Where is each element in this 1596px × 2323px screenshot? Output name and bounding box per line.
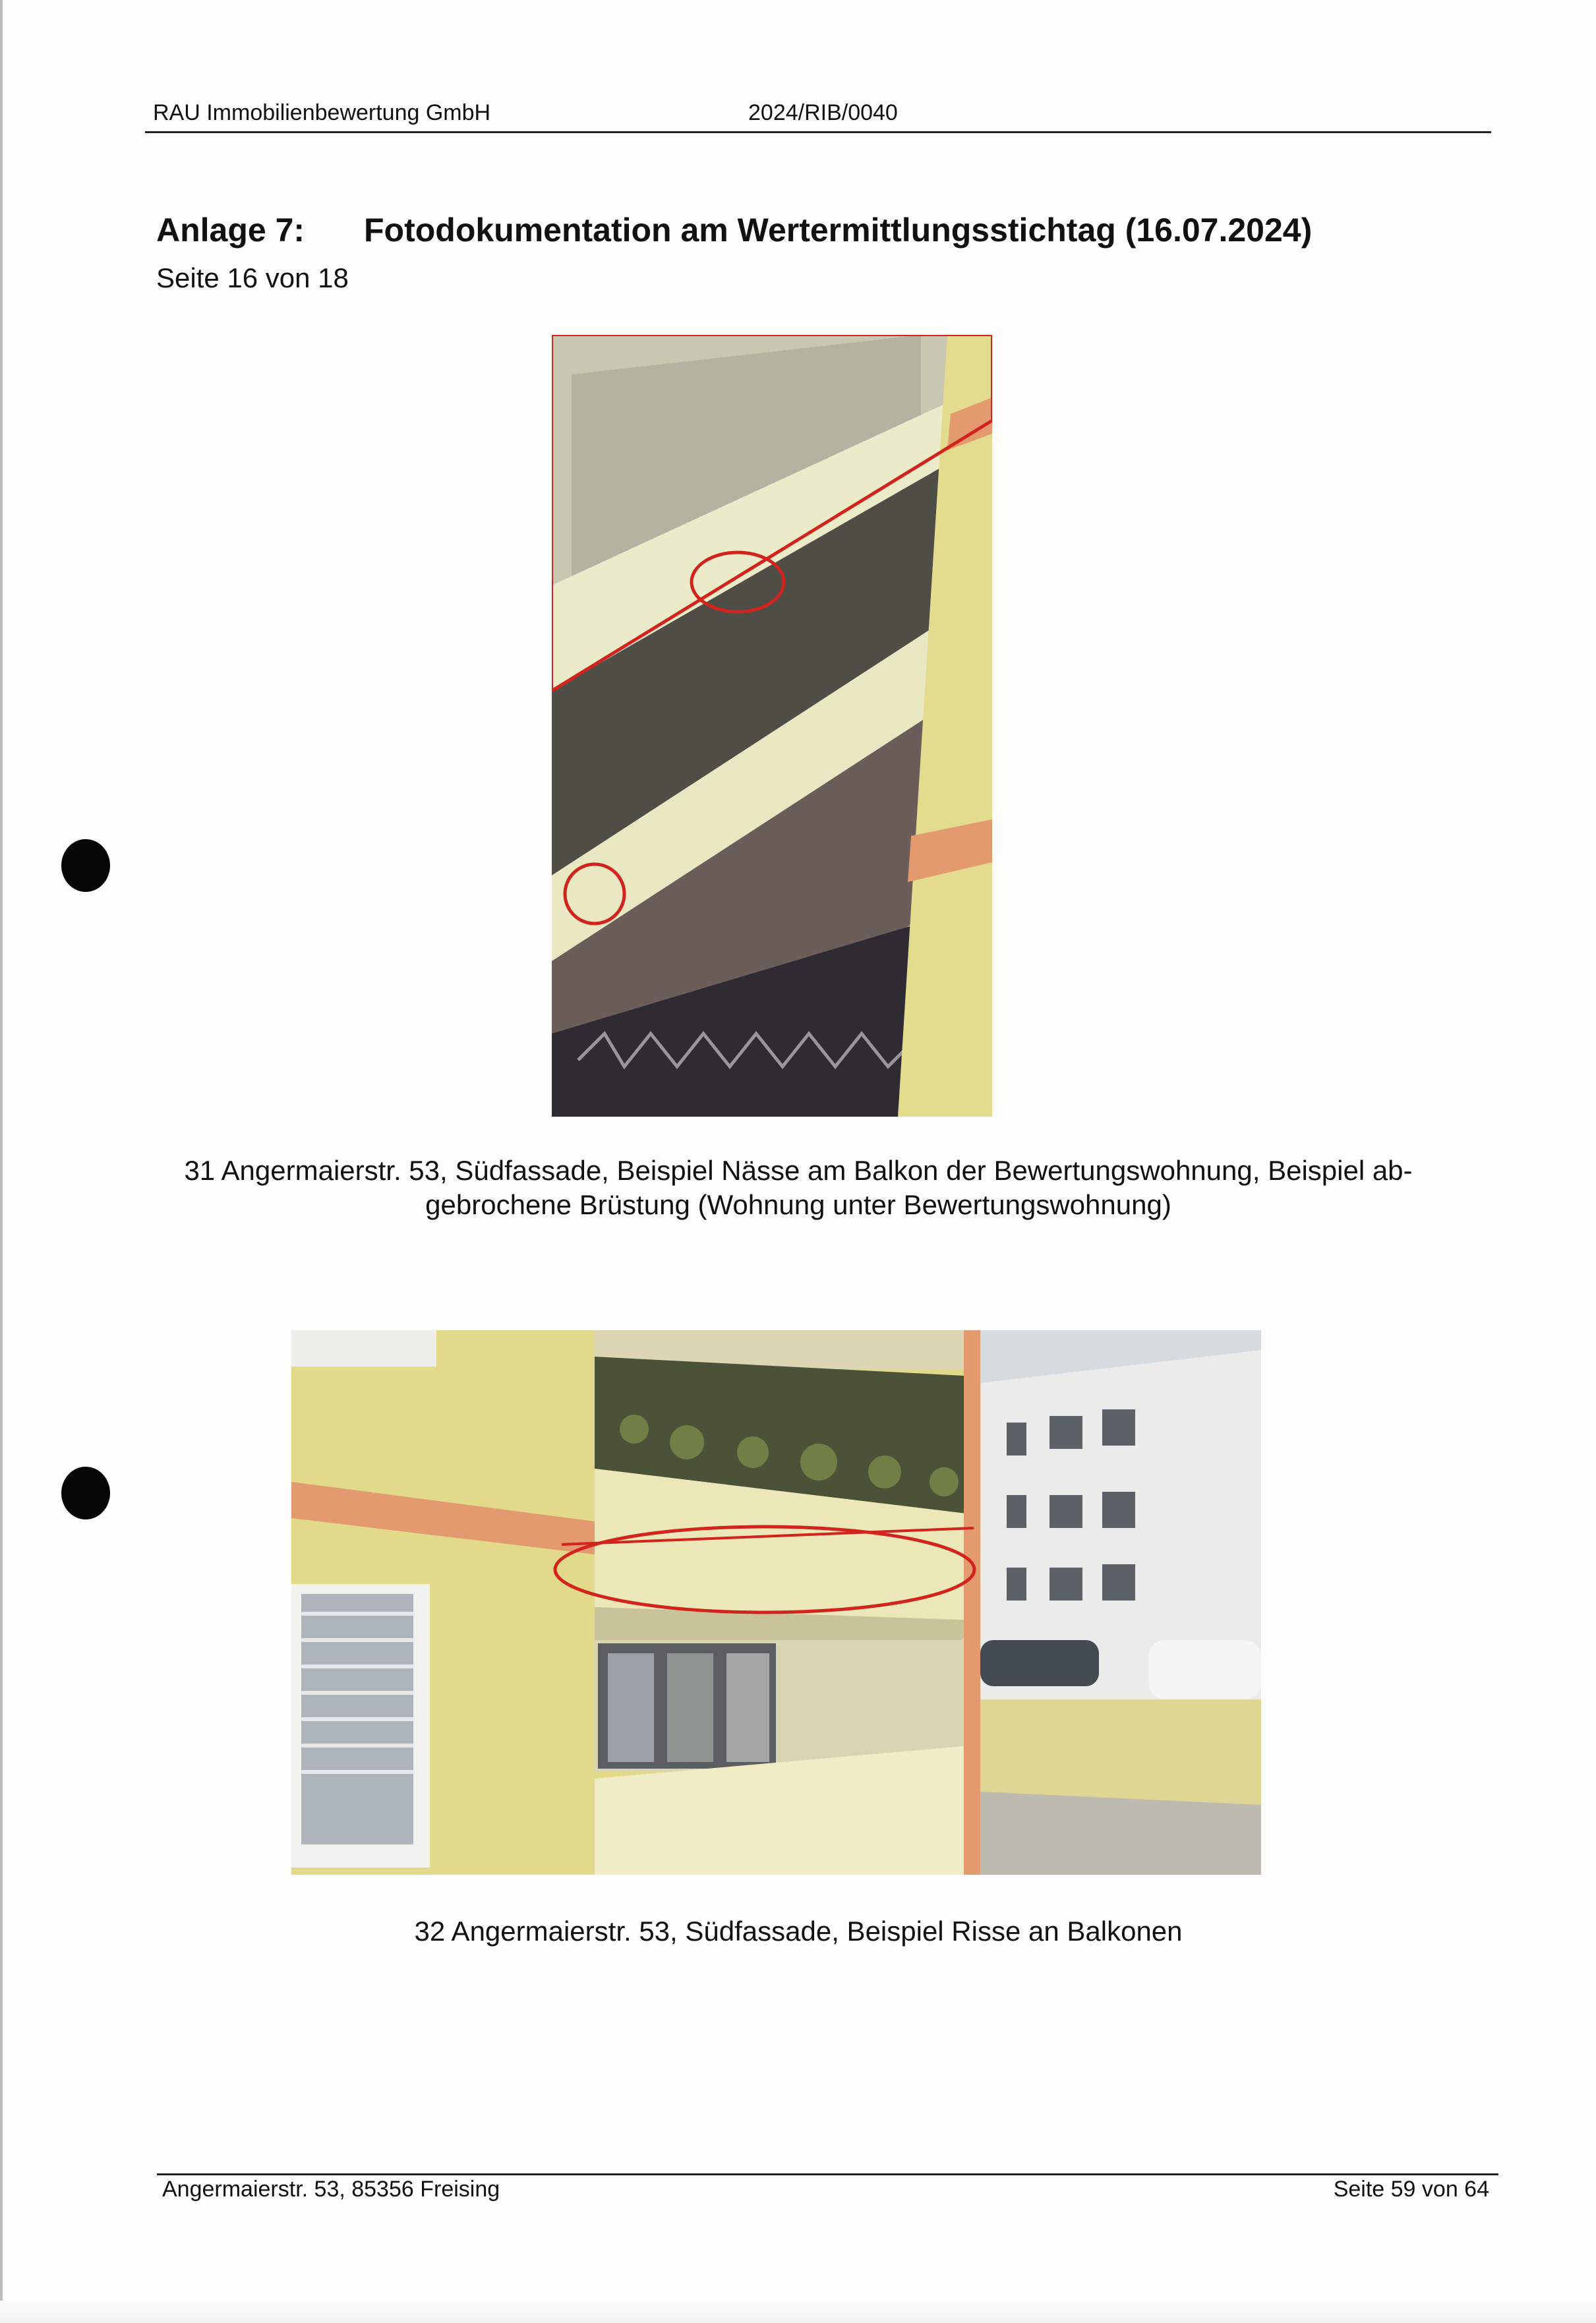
punch-hole [61, 839, 110, 892]
punch-hole [61, 1467, 110, 1519]
photo-caption-31 [158, 1154, 1438, 1222]
footer-page-number: Seite 59 von 64 [1333, 2177, 1489, 2202]
header-reference: 2024/RIB/0040 [748, 100, 898, 125]
photo-31-balcony-moisture [552, 335, 992, 1117]
section-label: Anlage 7: [156, 212, 305, 249]
scan-edge-bottom [0, 2301, 1596, 2323]
footer-address: Angermaierstr. 53, 85356 Freising [162, 2177, 500, 2202]
caption-line: 31 Angermaierstr. 53, Südfassade, Beispiel Nässe am Balkon der Bewertungswohnung, Beispiel ab- [184, 1155, 1413, 1186]
scan-edge [0, 0, 3, 2323]
section-title: Fotodokumentation am Wertermittlungsstichtag (16.07.2024) [364, 212, 1313, 249]
header-company: RAU Immobilienbewertung GmbH [153, 100, 491, 125]
section-page-info: Seite 16 von 18 [156, 262, 349, 293]
header-rule [145, 131, 1491, 133]
footer-rule [157, 2173, 1498, 2175]
caption-line: gebrochene Brüstung (Wohnung unter Bewertungswohnung) [425, 1189, 1171, 1220]
caption-line: 32 Angermaierstr. 53, Südfassade, Beispiel Risse an Balkonen [414, 1916, 1183, 1947]
photo-caption-32 [158, 1914, 1438, 1949]
photo-32-balcony-cracks [291, 1330, 1261, 1875]
